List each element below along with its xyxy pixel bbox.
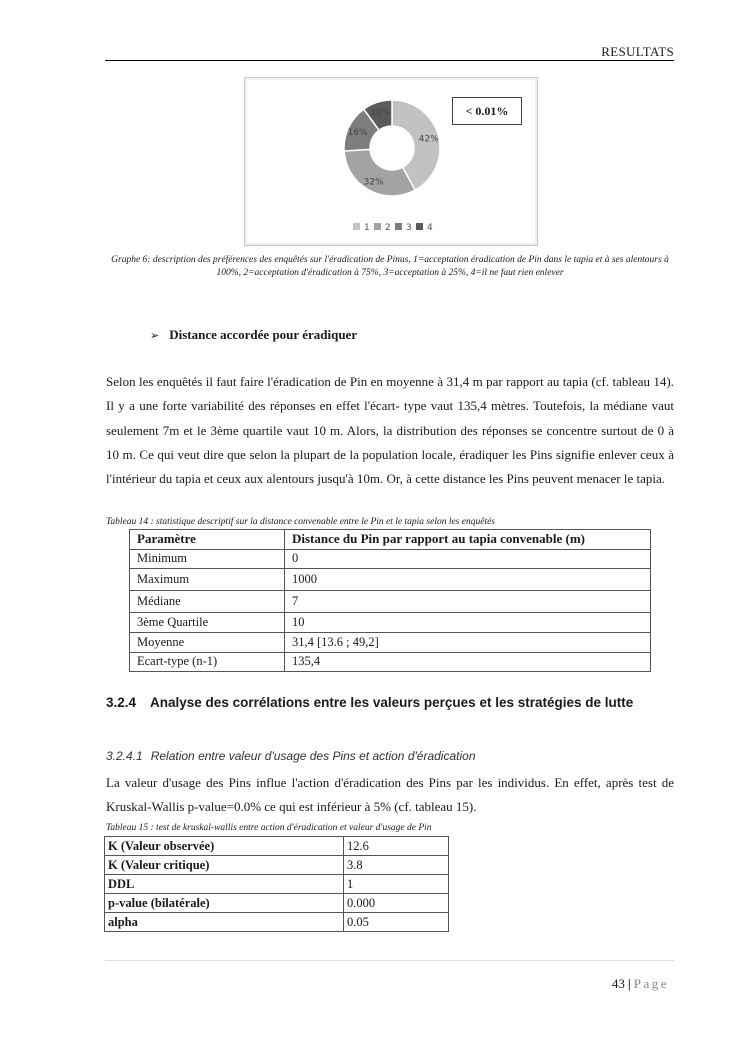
table-row — [105, 913, 449, 932]
table-cell: K (Valeur observée) — [105, 837, 344, 856]
section-title-text: Analyse des corrélations entre les valeurs perçues et les stratégies de lutte — [150, 695, 634, 710]
table-row — [105, 837, 449, 856]
legend-swatch-2 — [374, 223, 381, 230]
table-row — [130, 652, 651, 672]
table14-caption: Tableau 14 : statistique descriptif sur la distance convenable entre le Pin et le tapia selon les enquêtés — [106, 517, 495, 527]
table14 — [129, 529, 651, 672]
table-row — [105, 875, 449, 894]
subsection-number: 3.2.4.1 — [106, 749, 143, 763]
paragraph-distance: Selon les enquêtés il faut faire l'éradication de Pin en moyenne à 31,4 m par rapport au tapia (cf. tableau 14). Il y a une forte variabilité des réponses en effet l'écart- type vaut 135,4 mètres. Toutefois, la médiane vaut seulement 7m et le 3ème quartile vaut 10 m. Alors, la distribution des réponses se concentre surtout de 0 à 10 m. Ce qui veut dire que selon la plupart de la population locale, éradiquer les Pins signifie enlever ceux à l'intérieur du tapia et ceux aux alentours jusqu'à 10m. Or, à cette distance les Pins peuvent menacer le tapia. — [106, 374, 674, 487]
subsection-title-text: Relation entre valeur d'usage des Pins et action d'éradication — [150, 749, 476, 763]
table-cell: 7 — [285, 591, 651, 613]
section-number: 3.2.4 — [106, 695, 137, 710]
table-cell: Moyenne — [130, 633, 285, 653]
table15-caption: Tableau 15 : test de kruskal-wallis entre action d'éradication et valeur d'usage de Pin — [106, 823, 432, 833]
arrow-bullet-icon: ➢ — [150, 329, 160, 342]
footer-separator: | — [627, 976, 631, 991]
table-header-cell: Distance du Pin par rapport au tapia convenable (m) — [285, 530, 651, 550]
table-row — [130, 569, 651, 591]
page-footer — [612, 976, 669, 992]
table-cell: 135,4 — [285, 652, 651, 672]
table-cell: 31,4 [13.6 ; 49,2] — [285, 633, 651, 653]
table-header-row — [130, 530, 651, 550]
footer-rule — [105, 960, 674, 961]
legend-label-3: 3 — [406, 223, 412, 233]
bullet-heading — [150, 327, 357, 343]
table-cell: Ecart-type (n-1) — [130, 652, 285, 672]
legend-label-4: 4 — [427, 223, 433, 233]
table-cell: 1000 — [285, 569, 651, 591]
legend-label-1: 1 — [364, 223, 370, 233]
table-cell: 0 — [285, 549, 651, 569]
legend-label-2: 2 — [385, 223, 391, 233]
table-cell: 0.000 — [344, 894, 449, 913]
table-row — [105, 856, 449, 875]
table-cell: DDL — [105, 875, 344, 894]
table-cell: Minimum — [130, 549, 285, 569]
table-cell: 1 — [344, 875, 449, 894]
legend-swatch-1 — [353, 223, 360, 230]
table-cell: 12.6 — [344, 837, 449, 856]
table-row — [130, 633, 651, 653]
subsection-heading — [106, 749, 476, 763]
donut-label-3: 16% — [347, 127, 368, 138]
donut-label-2: 32% — [363, 177, 384, 188]
bullet-heading-text: Distance accordée pour éradiquer — [169, 327, 358, 342]
legend-swatch-3 — [395, 223, 402, 230]
table-row — [130, 549, 651, 569]
paragraph-kruskal: La valeur d'usage des Pins influe l'action d'éradication des Pins par les individus. En effet, après test de Kruskal-Wallis p-value=0.0% ce qui est inférieur à 5% (cf. tableau 15). — [106, 775, 674, 815]
table-cell: alpha — [105, 913, 344, 932]
table-cell: Médiane — [130, 591, 285, 613]
table-cell: 3ème Quartile — [130, 613, 285, 633]
page-word: Page — [633, 976, 669, 991]
donut-label-1: 42% — [418, 134, 439, 145]
table-cell: 10 — [285, 613, 651, 633]
table-row — [105, 894, 449, 913]
donut-label-4: 10% — [370, 107, 391, 118]
donut-slice-2 — [344, 149, 415, 196]
header-rule — [105, 60, 674, 61]
legend-swatch-4 — [416, 223, 423, 230]
table-cell: p-value (bilatérale) — [105, 894, 344, 913]
table15 — [104, 836, 449, 932]
section-heading — [106, 695, 633, 710]
table-cell: 3.8 — [344, 856, 449, 875]
table-cell: K (Valeur critique) — [105, 856, 344, 875]
page-number: 43 — [611, 976, 625, 991]
pvalue-box: < 0.01% — [452, 97, 522, 125]
table-row — [130, 591, 651, 613]
table-row — [130, 613, 651, 633]
running-header: RESULTATS — [601, 44, 674, 59]
table-cell: Maximum — [130, 569, 285, 591]
table-header-cell: Paramètre — [130, 530, 285, 550]
figure-caption: Graphe 6: description des préférences des enquêtés sur l'éradication de Pinus, 1=acceptation éradication de Pin dans le tapia et à ses alentours à 100%, 2=acceptation d'éradication à 75%, 3=acceptation à 25%, 4=il ne faut rien enlever — [111, 255, 669, 278]
table-cell: 0.05 — [344, 913, 449, 932]
